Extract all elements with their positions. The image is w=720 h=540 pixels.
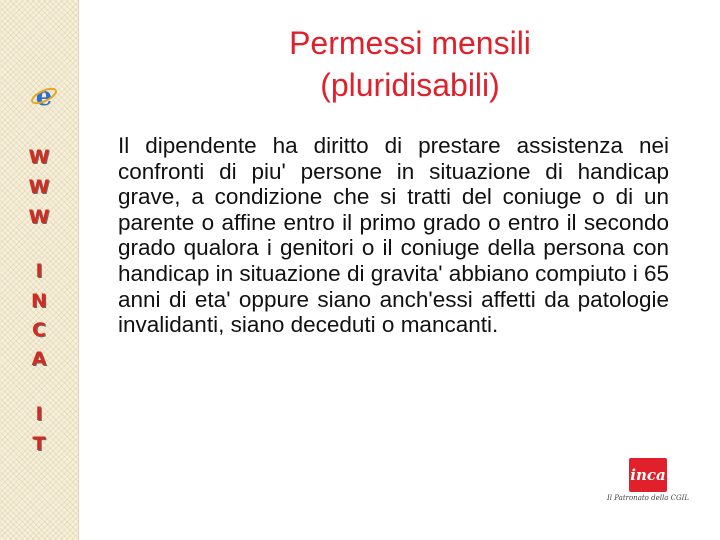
decorative-sidebar	[0, 0, 79, 540]
internet-explorer-icon[interactable]	[30, 82, 58, 110]
inca-logo: inca	[629, 458, 667, 492]
sidebar-letter-i: I	[35, 260, 43, 282]
logo-caption: Il Patronato della CGIL	[607, 494, 689, 502]
svg-text:e: e	[35, 82, 53, 110]
title-line-2: (pluridisabili)	[320, 67, 500, 103]
sidebar-letter-w: W	[28, 206, 50, 228]
slide-title	[200, 22, 620, 106]
title-line-1: Permessi mensili	[289, 25, 531, 61]
sidebar-letter-n: N	[31, 290, 47, 312]
sidebar-letter-a: A	[31, 348, 47, 370]
body-paragraph: Il dipendente ha diritto di prestare assistenza nei confronti di piu' persone in situazione di handicap grave, a condizione che si tratti del coniuge o di un parente o affine entro il primo grado o entro il secondo grado qualora i genitori o il coniuge della persona con handicap in situazione di gravita' abbiano compiuto i 65 anni di eta' oppure siano anch'essi affetti da patologie invalidanti, siano deceduti o mancanti.	[118, 133, 669, 338]
sidebar-letter-t: T	[32, 433, 46, 455]
sidebar-letter-i: I	[35, 403, 43, 425]
sidebar-letter-w: W	[28, 146, 50, 168]
sidebar-letter-w: W	[28, 176, 50, 198]
sidebar-letter-c: C	[32, 319, 46, 341]
